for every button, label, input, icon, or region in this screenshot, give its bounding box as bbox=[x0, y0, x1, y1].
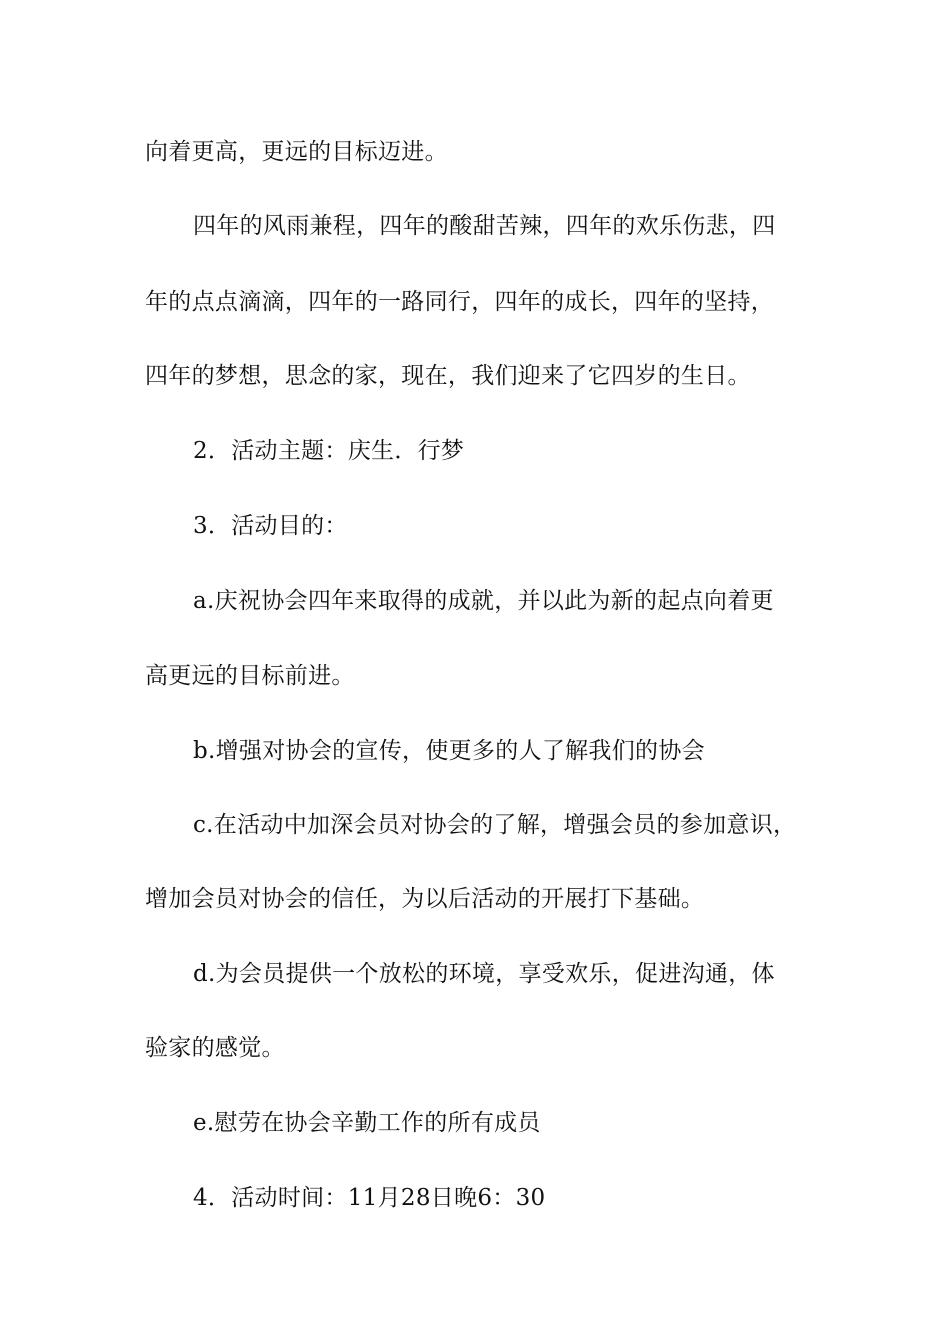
text-line: 四年的梦想，思念的家，现在，我们迎来了它四岁的生日。 bbox=[145, 363, 751, 389]
list-item-e: e.慰劳在协会辛勤工作的所有成员 bbox=[193, 1110, 541, 1136]
section-heading-purpose: 3．活动目的： bbox=[193, 513, 348, 539]
section-heading-theme: 2．活动主题：庆生．行梦 bbox=[193, 438, 465, 464]
text-line: 验家的感觉。 bbox=[145, 1035, 285, 1061]
list-item-a: a.庆祝协会四年来取得的成就，并以此为新的起点向着更 bbox=[193, 588, 774, 614]
text-line: 向着更高，更远的目标迈进。 bbox=[145, 139, 448, 165]
text-line: 年的点点滴滴，四年的一路同行，四年的成长，四年的坚持， bbox=[145, 289, 775, 315]
text-line: 高更远的目标前进。 bbox=[145, 663, 355, 689]
list-item-d: d.为会员提供一个放松的环境，享受欢乐，促进沟通，体 bbox=[193, 961, 775, 987]
text-line: 增加会员对协会的信任，为以后活动的开展打下基础。 bbox=[145, 886, 705, 912]
list-item-c: c.在活动中加深会员对协会的了解，增强会员的参加意识， bbox=[193, 812, 797, 838]
list-item-b: b.增强对协会的宣传，使更多的人了解我们的协会 bbox=[193, 738, 705, 764]
paragraph-line: 四年的风雨兼程，四年的酸甜苦辣，四年的欢乐伤悲，四 bbox=[193, 213, 776, 239]
section-heading-time: 4．活动时间：11月28日晚6：30 bbox=[193, 1185, 546, 1211]
